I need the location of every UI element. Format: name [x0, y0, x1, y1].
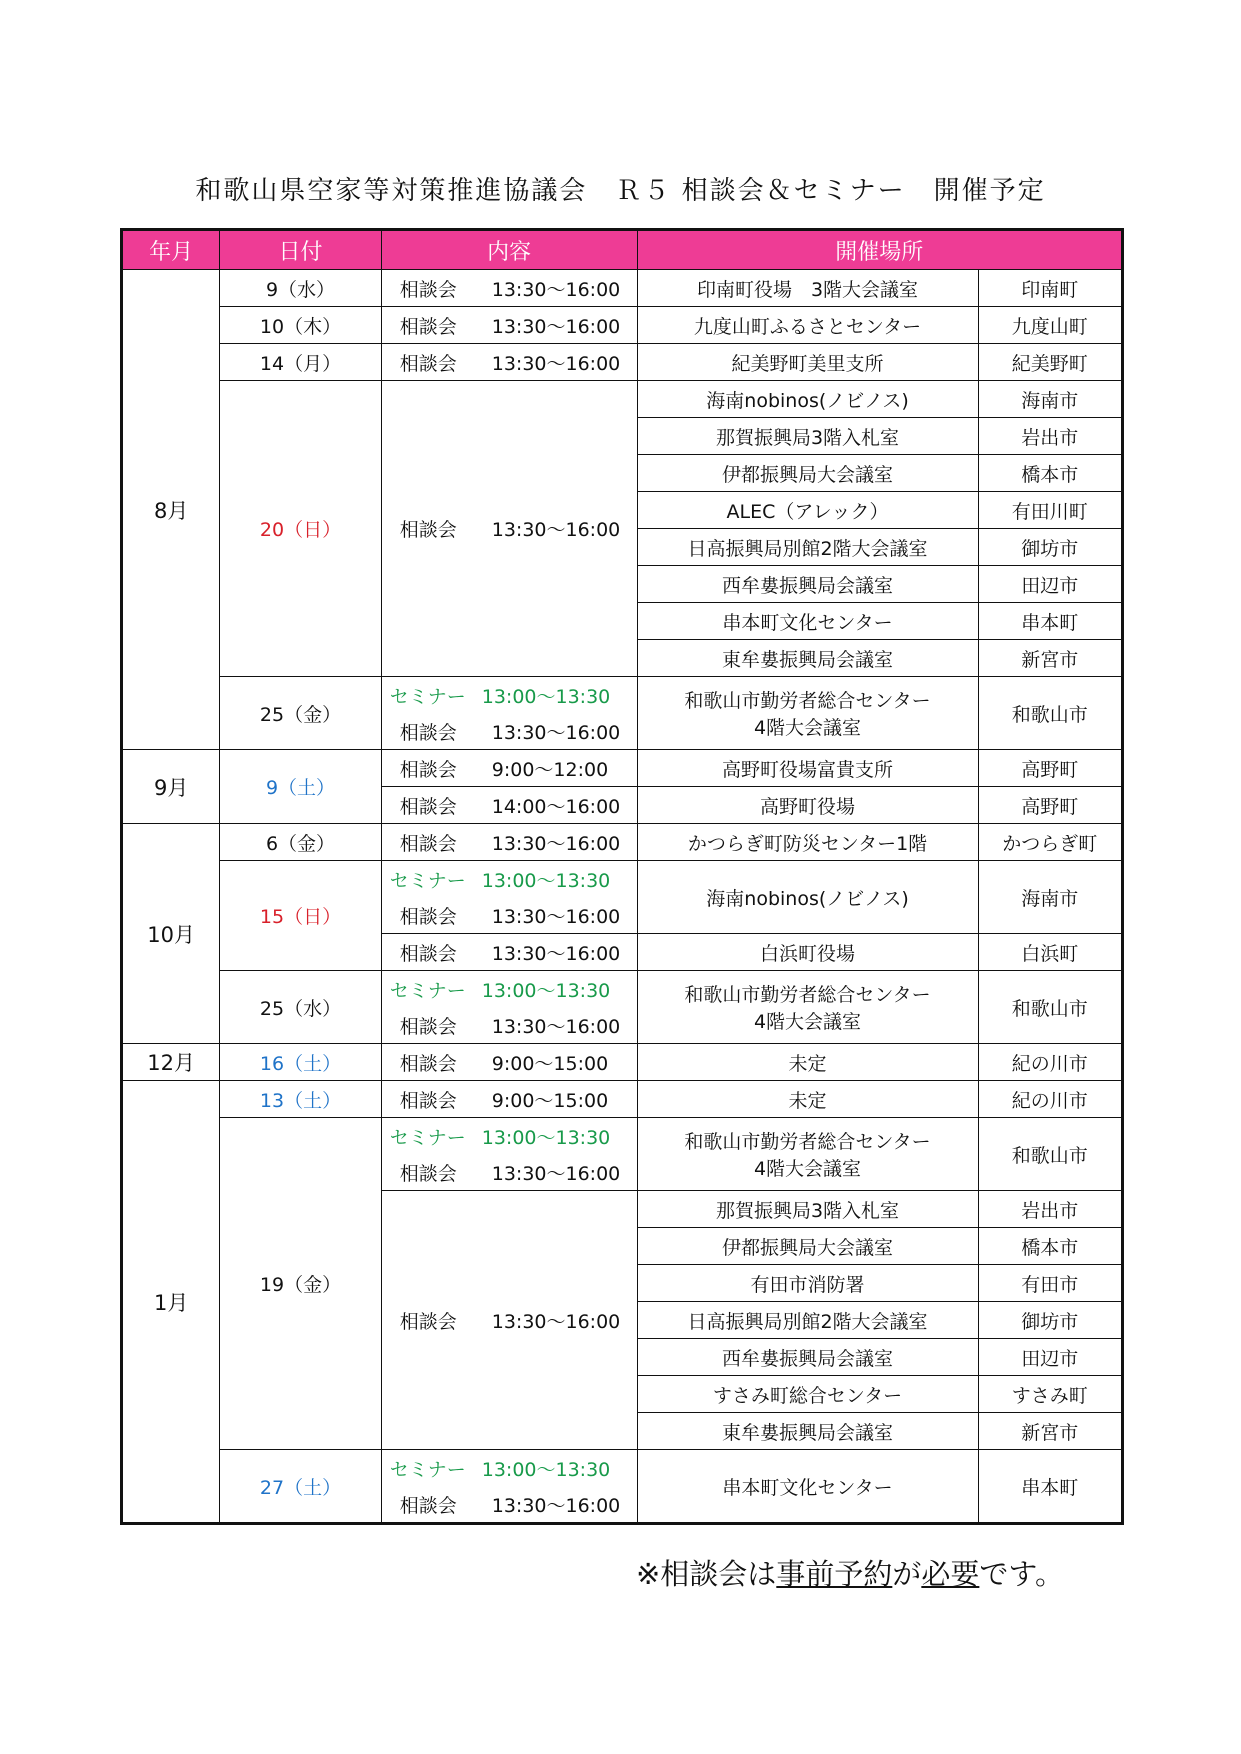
page-title: 和歌山県空家等対策推進協議会 Ｒ５ 相談会＆セミナー 開催予定: [195, 176, 1046, 206]
city-cell: かつらぎ町: [978, 824, 1122, 861]
city-cell: 有田川町: [978, 492, 1122, 529]
note-emphasis: 必要: [921, 1557, 980, 1591]
venue-cell: 那賀振興局3階入札室: [637, 1191, 978, 1228]
type-label: 相談会: [399, 1494, 457, 1517]
date-cell: 16（土）: [220, 1044, 381, 1081]
type-label: セミナー: [389, 1458, 466, 1481]
seminar-cell: [381, 1450, 637, 1487]
content-cell: [381, 1081, 637, 1118]
time-text: 13:00～13:30: [481, 1458, 611, 1481]
table-row: [122, 824, 1123, 861]
venue-cell: 白浜町役場: [637, 934, 978, 971]
city-cell: 橋本市: [978, 455, 1122, 492]
date-cell: 6（金）: [220, 824, 381, 861]
table-row: [122, 971, 1123, 1008]
time-text: 13:30～16:00: [491, 352, 621, 375]
content-cell: [381, 824, 637, 861]
content-cell: [381, 1154, 637, 1191]
table-row: [122, 307, 1123, 344]
type-label: 相談会: [399, 721, 457, 744]
time-text: 13:00～13:30: [481, 685, 611, 708]
time-text: 13:00～13:30: [481, 869, 611, 892]
type-label: セミナー: [389, 1126, 466, 1149]
content-cell: [381, 1044, 637, 1081]
type-label: セミナー: [389, 685, 466, 708]
date-cell: 25（水）: [220, 971, 381, 1044]
content-cell: [381, 1191, 637, 1450]
date-cell: 9（水）: [220, 270, 381, 307]
month-cell: 9月: [122, 750, 220, 824]
date-cell: 13（土）: [220, 1081, 381, 1118]
schedule-table: [120, 228, 1124, 1525]
venue-cell: ALEC（アレック）: [637, 492, 978, 529]
content-cell: [381, 270, 637, 307]
venue-cell: 西牟婁振興局会議室: [637, 1339, 978, 1376]
content-cell: [381, 344, 637, 381]
city-cell: 新宮市: [978, 1413, 1122, 1450]
city-cell: 御坊市: [978, 1302, 1122, 1339]
time-text: 13:30～16:00: [491, 278, 621, 301]
type-label: 相談会: [399, 1089, 457, 1112]
time-text: 13:30～16:00: [491, 905, 621, 928]
city-cell: 岩出市: [978, 418, 1122, 455]
header-date: 日付: [220, 230, 381, 270]
date-cell: 14（月）: [220, 344, 381, 381]
city-cell: 印南町: [978, 270, 1122, 307]
time-text: 13:30～16:00: [491, 1310, 621, 1333]
seminar-cell: [381, 861, 637, 898]
type-label: 相談会: [399, 1162, 457, 1185]
type-label: 相談会: [399, 832, 457, 855]
date-cell: 25（金）: [220, 677, 381, 750]
content-cell: [381, 787, 637, 824]
city-cell: 白浜町: [978, 934, 1122, 971]
date-cell: 10（木）: [220, 307, 381, 344]
type-label: 相談会: [399, 1052, 457, 1075]
city-cell: 和歌山市: [978, 677, 1122, 750]
city-cell: 紀の川市: [978, 1081, 1122, 1118]
content-cell: [381, 307, 637, 344]
time-text: 13:30～16:00: [491, 721, 621, 744]
time-text: 13:30～16:00: [491, 1494, 621, 1517]
venue-line: 和歌山市勤労者総合センター: [684, 984, 931, 1006]
note-suffix: です。: [979, 1557, 1065, 1591]
city-cell: 串本町: [978, 603, 1122, 640]
city-cell: 和歌山市: [978, 1118, 1122, 1191]
content-cell: [381, 1486, 637, 1524]
venue-cell: 伊都振興局大会議室: [637, 455, 978, 492]
table-row: [122, 270, 1123, 307]
type-label: 相談会: [399, 795, 457, 818]
table-row: [122, 677, 1123, 714]
city-cell: すさみ町: [978, 1376, 1122, 1413]
type-label: 相談会: [399, 1310, 457, 1333]
table-row: [122, 381, 1123, 418]
type-label: 相談会: [399, 758, 457, 781]
content-cell: [381, 713, 637, 750]
time-text: 9:00～12:00: [491, 758, 609, 781]
content-cell: [381, 897, 637, 934]
city-cell: 高野町: [978, 750, 1122, 787]
date-cell: 20（日）: [220, 381, 381, 677]
type-label: セミナー: [389, 979, 466, 1002]
note-mid: が: [892, 1557, 922, 1591]
date-cell: 27（土）: [220, 1450, 381, 1524]
venue-cell: 日高振興局別館2階大会議室: [637, 529, 978, 566]
venue-line: 4階大会議室: [753, 1158, 862, 1180]
city-cell: 有田市: [978, 1265, 1122, 1302]
venue-cell: 高野町役場: [637, 787, 978, 824]
city-cell: 高野町: [978, 787, 1122, 824]
city-cell: 田辺市: [978, 566, 1122, 603]
content-cell: [381, 381, 637, 677]
table-row: [122, 344, 1123, 381]
city-cell: 橋本市: [978, 1228, 1122, 1265]
content-cell: [381, 750, 637, 787]
venue-cell: 九度山町ふるさとセンター: [637, 307, 978, 344]
date-cell: 19（金）: [220, 1118, 381, 1450]
venue-cell: 東牟婁振興局会議室: [637, 640, 978, 677]
venue-cell: 西牟婁振興局会議室: [637, 566, 978, 603]
venue-cell: 日高振興局別館2階大会議室: [637, 1302, 978, 1339]
city-cell: 田辺市: [978, 1339, 1122, 1376]
city-cell: 紀美野町: [978, 344, 1122, 381]
date-cell: 15（日）: [220, 861, 381, 971]
venue-cell: 高野町役場富貴支所: [637, 750, 978, 787]
venue-cell: 東牟婁振興局会議室: [637, 1413, 978, 1450]
seminar-cell: [381, 677, 637, 714]
table-row: [122, 750, 1123, 787]
venue-cell: 串本町文化センター: [637, 1450, 978, 1524]
type-label: 相談会: [399, 942, 457, 965]
time-text: 13:30～16:00: [491, 315, 621, 338]
venue-cell: すさみ町総合センター: [637, 1376, 978, 1413]
note-emphasis: 事前予約: [776, 1557, 893, 1591]
venue-cell: 未定: [637, 1081, 978, 1118]
city-cell: 岩出市: [978, 1191, 1122, 1228]
venue-cell: 伊都振興局大会議室: [637, 1228, 978, 1265]
venue-cell: 海南nobinos(ノビノス): [637, 381, 978, 418]
table-row: [122, 1081, 1123, 1118]
time-text: 9:00～15:00: [491, 1052, 609, 1075]
time-text: 13:30～16:00: [491, 1015, 621, 1038]
city-cell: 紀の川市: [978, 1044, 1122, 1081]
venue-cell: [637, 677, 978, 750]
time-text: 13:00～13:30: [481, 1126, 611, 1149]
type-label: セミナー: [389, 869, 466, 892]
venue-cell: [637, 1118, 978, 1191]
city-cell: 海南市: [978, 381, 1122, 418]
type-label: 相談会: [399, 905, 457, 928]
month-cell: 1月: [122, 1081, 220, 1524]
month-cell: 8月: [122, 270, 220, 750]
type-label: 相談会: [399, 278, 457, 301]
venue-cell: 印南町役場 3階大会議室: [637, 270, 978, 307]
city-cell: 新宮市: [978, 640, 1122, 677]
city-cell: 海南市: [978, 861, 1122, 934]
header-venue: 開催場所: [637, 230, 1123, 270]
time-text: 13:30～16:00: [491, 519, 621, 541]
reservation-note: [636, 1552, 1064, 1593]
type-label: 相談会: [399, 1015, 457, 1038]
time-text: 13:00～13:30: [481, 979, 611, 1002]
time-text: 13:30～16:00: [491, 832, 621, 855]
date-cell: 9（土）: [220, 750, 381, 824]
venue-line: 和歌山市勤労者総合センター: [684, 1131, 931, 1153]
time-text: 9:00～15:00: [491, 1089, 609, 1112]
venue-cell: 未定: [637, 1044, 978, 1081]
table-row: [122, 1118, 1123, 1155]
venue-cell: 紀美野町美里支所: [637, 344, 978, 381]
month-cell: 10月: [122, 824, 220, 1044]
venue-line: 4階大会議室: [753, 717, 862, 739]
table-row: [122, 1044, 1123, 1081]
month-cell: 12月: [122, 1044, 220, 1081]
header-content: 内容: [381, 230, 637, 270]
time-text: 13:30～16:00: [491, 942, 621, 965]
seminar-cell: [381, 1118, 637, 1155]
seminar-cell: [381, 971, 637, 1008]
venue-cell: かつらぎ町防災センター1階: [637, 824, 978, 861]
content-cell: [381, 934, 637, 971]
header-month: 年月: [122, 230, 220, 270]
venue-line: 4階大会議室: [753, 1011, 862, 1033]
type-label: 相談会: [399, 519, 457, 541]
venue-cell: [637, 971, 978, 1044]
table-row: [122, 1450, 1123, 1487]
venue-line: 和歌山市勤労者総合センター: [684, 690, 931, 712]
table-row: [122, 861, 1123, 898]
time-text: 13:30～16:00: [491, 1162, 621, 1185]
note-prefix: ※相談会は: [636, 1557, 777, 1591]
city-cell: 串本町: [978, 1450, 1122, 1524]
time-text: 14:00～16:00: [491, 795, 621, 818]
venue-cell: 那賀振興局3階入札室: [637, 418, 978, 455]
type-label: 相談会: [399, 315, 457, 338]
header-row: [122, 230, 1123, 270]
venue-cell: 有田市消防署: [637, 1265, 978, 1302]
type-label: 相談会: [399, 352, 457, 375]
content-cell: [381, 1007, 637, 1044]
city-cell: 九度山町: [978, 307, 1122, 344]
city-cell: 和歌山市: [978, 971, 1122, 1044]
venue-cell: 串本町文化センター: [637, 603, 978, 640]
venue-cell: 海南nobinos(ノビノス): [637, 861, 978, 934]
city-cell: 御坊市: [978, 529, 1122, 566]
